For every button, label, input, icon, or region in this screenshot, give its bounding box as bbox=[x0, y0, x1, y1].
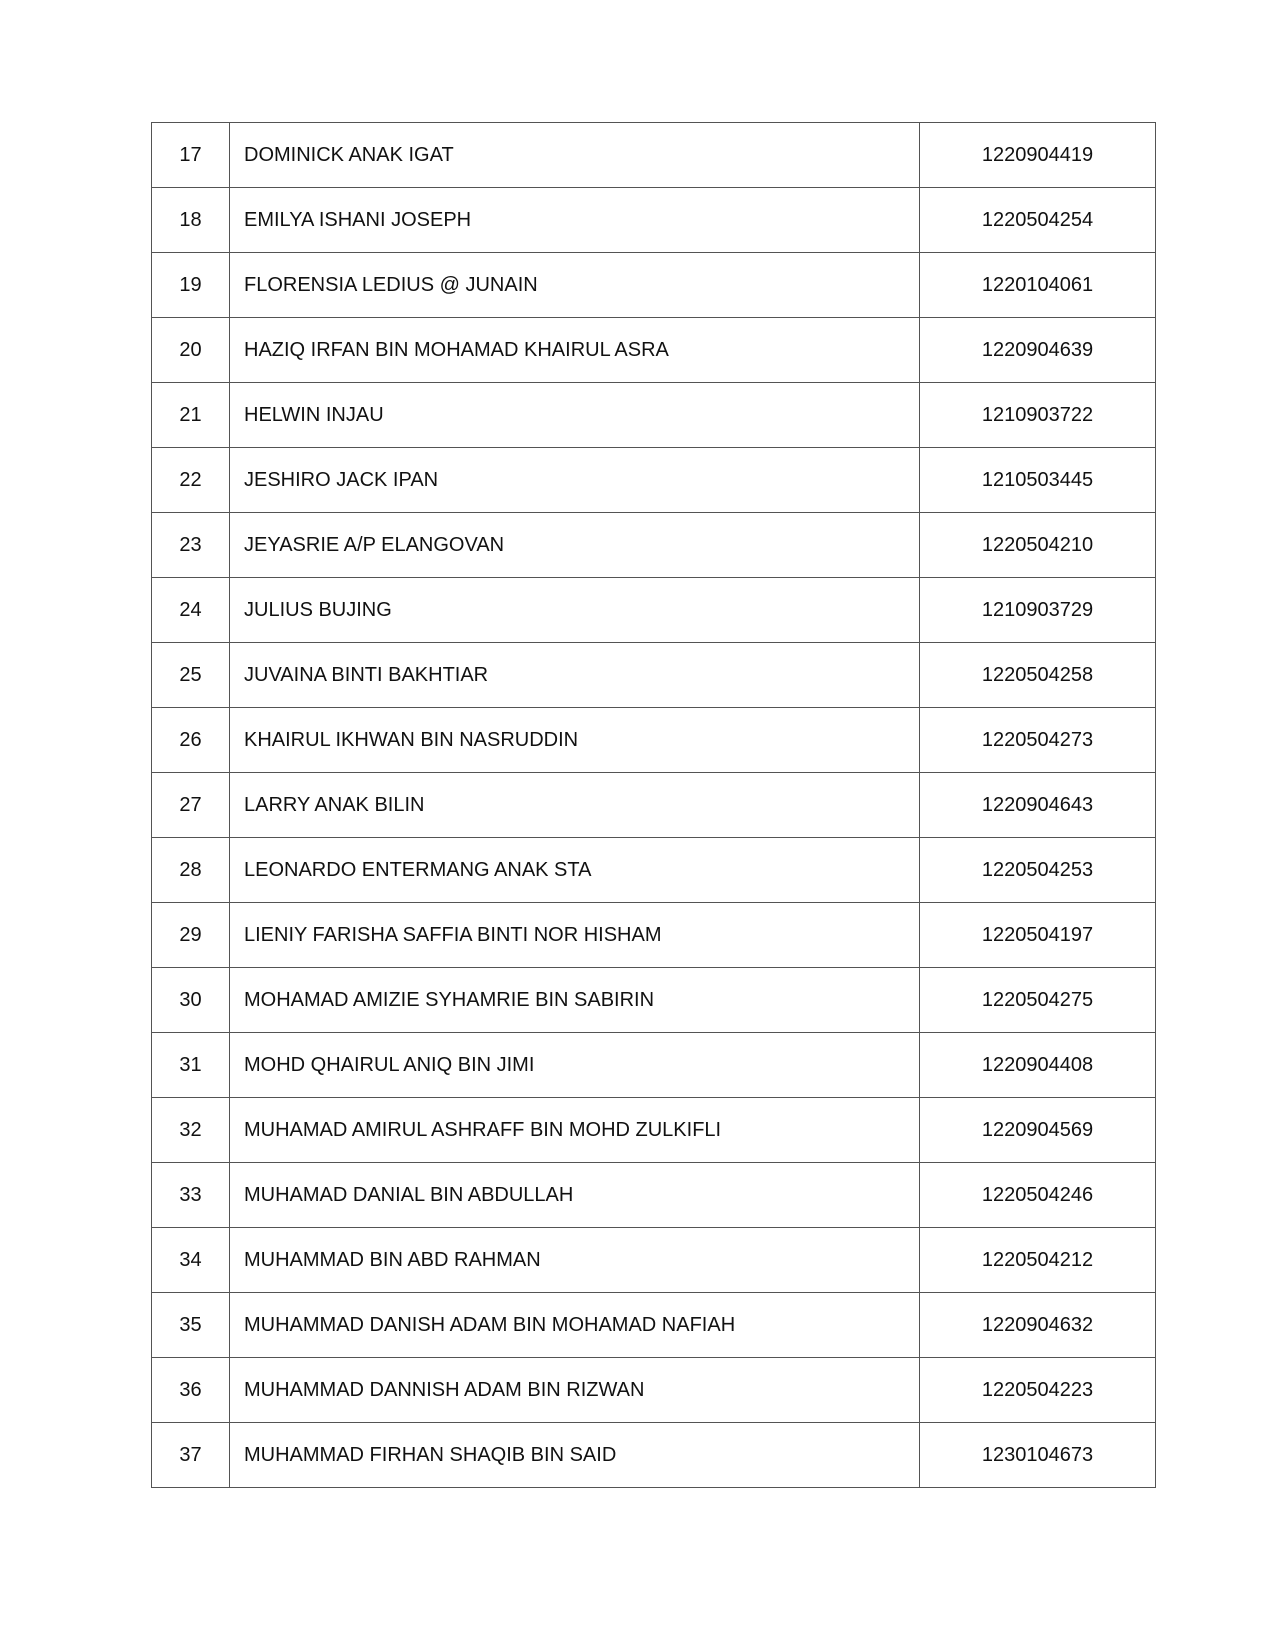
row-number-cell: 32 bbox=[152, 1098, 230, 1163]
student-name-cell: HAZIQ IRFAN BIN MOHAMAD KHAIRUL ASRA bbox=[230, 318, 920, 383]
student-name-cell: HELWIN INJAU bbox=[230, 383, 920, 448]
student-name-cell: JEYASRIE A/P ELANGOVAN bbox=[230, 513, 920, 578]
table-row bbox=[152, 1228, 1156, 1293]
student-name-cell: MUHAMMAD DANNISH ADAM BIN RIZWAN bbox=[230, 1358, 920, 1423]
student-name-cell: LEONARDO ENTERMANG ANAK STA bbox=[230, 838, 920, 903]
row-number-cell: 37 bbox=[152, 1423, 230, 1488]
student-name-cell: MUHAMAD DANIAL BIN ABDULLAH bbox=[230, 1163, 920, 1228]
row-number-cell: 24 bbox=[152, 578, 230, 643]
student-id-cell: 1220504253 bbox=[920, 838, 1156, 903]
student-name-cell: JUVAINA BINTI BAKHTIAR bbox=[230, 643, 920, 708]
row-number-cell: 21 bbox=[152, 383, 230, 448]
table-row bbox=[152, 708, 1156, 773]
table-row bbox=[152, 1033, 1156, 1098]
table-row bbox=[152, 903, 1156, 968]
student-roster-table bbox=[151, 122, 1156, 1488]
row-number-cell: 20 bbox=[152, 318, 230, 383]
row-number-cell: 36 bbox=[152, 1358, 230, 1423]
table-row bbox=[152, 1098, 1156, 1163]
student-id-cell: 1210503445 bbox=[920, 448, 1156, 513]
student-id-cell: 1220904569 bbox=[920, 1098, 1156, 1163]
table-row bbox=[152, 318, 1156, 383]
student-name-cell: MUHAMMAD FIRHAN SHAQIB BIN SAID bbox=[230, 1423, 920, 1488]
row-number-cell: 18 bbox=[152, 188, 230, 253]
row-number-cell: 30 bbox=[152, 968, 230, 1033]
student-id-cell: 1220504254 bbox=[920, 188, 1156, 253]
student-name-cell: MUHAMMAD BIN ABD RAHMAN bbox=[230, 1228, 920, 1293]
table-row bbox=[152, 643, 1156, 708]
student-id-cell: 1220504258 bbox=[920, 643, 1156, 708]
table-row bbox=[152, 123, 1156, 188]
student-id-cell: 1220504273 bbox=[920, 708, 1156, 773]
student-name-cell: MOHD QHAIRUL ANIQ BIN JIMI bbox=[230, 1033, 920, 1098]
table-row bbox=[152, 1358, 1156, 1423]
student-id-cell: 1220904419 bbox=[920, 123, 1156, 188]
student-name-cell: LARRY ANAK BILIN bbox=[230, 773, 920, 838]
table-row bbox=[152, 448, 1156, 513]
row-number-cell: 34 bbox=[152, 1228, 230, 1293]
student-name-cell: LIENIY FARISHA SAFFIA BINTI NOR HISHAM bbox=[230, 903, 920, 968]
student-id-cell: 1220904643 bbox=[920, 773, 1156, 838]
student-name-cell: EMILYA ISHANI JOSEPH bbox=[230, 188, 920, 253]
student-id-cell: 1220104061 bbox=[920, 253, 1156, 318]
row-number-cell: 28 bbox=[152, 838, 230, 903]
student-roster-body bbox=[152, 123, 1156, 1488]
student-id-cell: 1220504223 bbox=[920, 1358, 1156, 1423]
student-name-cell: MOHAMAD AMIZIE SYHAMRIE BIN SABIRIN bbox=[230, 968, 920, 1033]
table-row bbox=[152, 968, 1156, 1033]
row-number-cell: 33 bbox=[152, 1163, 230, 1228]
student-id-cell: 1220904639 bbox=[920, 318, 1156, 383]
student-id-cell: 1220504197 bbox=[920, 903, 1156, 968]
student-id-cell: 1210903729 bbox=[920, 578, 1156, 643]
row-number-cell: 29 bbox=[152, 903, 230, 968]
student-name-cell: MUHAMMAD DANISH ADAM BIN MOHAMAD NAFIAH bbox=[230, 1293, 920, 1358]
table-row bbox=[152, 1423, 1156, 1488]
table-row bbox=[152, 188, 1156, 253]
table-row bbox=[152, 253, 1156, 318]
student-name-cell: JESHIRO JACK IPAN bbox=[230, 448, 920, 513]
row-number-cell: 27 bbox=[152, 773, 230, 838]
row-number-cell: 25 bbox=[152, 643, 230, 708]
student-name-cell: DOMINICK ANAK IGAT bbox=[230, 123, 920, 188]
table-row bbox=[152, 773, 1156, 838]
row-number-cell: 23 bbox=[152, 513, 230, 578]
student-name-cell: KHAIRUL IKHWAN BIN NASRUDDIN bbox=[230, 708, 920, 773]
student-id-cell: 1220504275 bbox=[920, 968, 1156, 1033]
table-row bbox=[152, 578, 1156, 643]
student-id-cell: 1220504212 bbox=[920, 1228, 1156, 1293]
row-number-cell: 26 bbox=[152, 708, 230, 773]
student-id-cell: 1210903722 bbox=[920, 383, 1156, 448]
student-id-cell: 1220904408 bbox=[920, 1033, 1156, 1098]
row-number-cell: 22 bbox=[152, 448, 230, 513]
table-row bbox=[152, 1293, 1156, 1358]
student-name-cell: FLORENSIA LEDIUS @ JUNAIN bbox=[230, 253, 920, 318]
table-row bbox=[152, 838, 1156, 903]
table-row bbox=[152, 1163, 1156, 1228]
row-number-cell: 19 bbox=[152, 253, 230, 318]
student-name-cell: JULIUS BUJING bbox=[230, 578, 920, 643]
student-id-cell: 1220504210 bbox=[920, 513, 1156, 578]
row-number-cell: 31 bbox=[152, 1033, 230, 1098]
student-id-cell: 1220904632 bbox=[920, 1293, 1156, 1358]
student-name-cell: MUHAMAD AMIRUL ASHRAFF BIN MOHD ZULKIFLI bbox=[230, 1098, 920, 1163]
table-row bbox=[152, 513, 1156, 578]
student-id-cell: 1220504246 bbox=[920, 1163, 1156, 1228]
row-number-cell: 17 bbox=[152, 123, 230, 188]
table-row bbox=[152, 383, 1156, 448]
row-number-cell: 35 bbox=[152, 1293, 230, 1358]
student-id-cell: 1230104673 bbox=[920, 1423, 1156, 1488]
